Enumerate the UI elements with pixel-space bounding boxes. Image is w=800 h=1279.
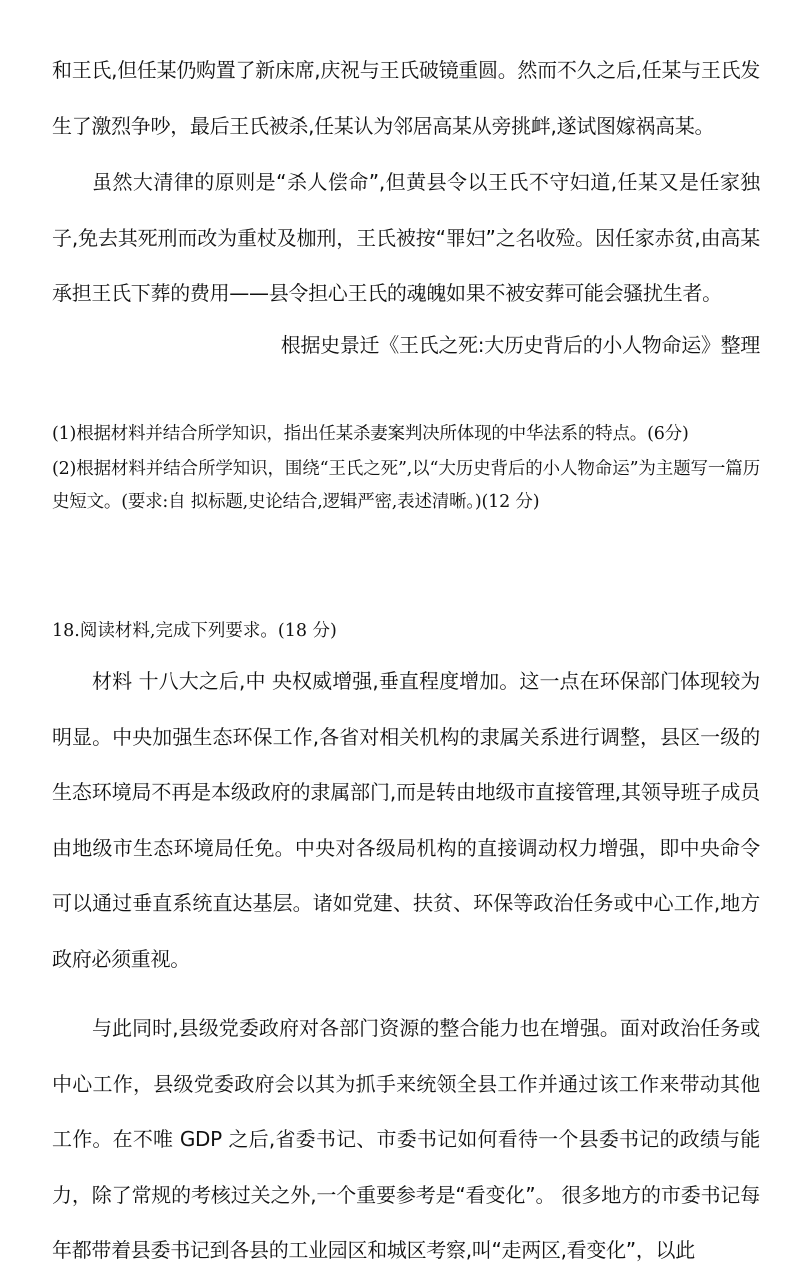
question-17-subquestions <box>52 418 760 519</box>
question-18-material-paragraph-1: 材料 十八大之后,中 央权威增强,垂直程度增加。这一点在环保部门体现较为明显。中央加强生态环保工作,各省对相关机构的隶属关系进行调整，县区一级的生态环境局不再是本级政府的隶属部门,而是转由地级市直接管理,其领导班子成员由地级市生态环境局任免。中央对各级局机构的直接调动权力增强，即中央命令可以通过垂直系统直达基层。诸如党建、扶贫、环保等政治任务或中心工作,地方政府必须重视。 <box>52 669 760 971</box>
question-18 <box>52 615 760 1279</box>
question-18-material-paragraph-2: 与此同时,县级党委政府对各部门资源的整合能力也在增强。面对政治任务或中心工作，县级党委政府会以其为抓手来统领全县工作并通过该工作来带动其他工作。在不唯 GDP 之后,省委书记、市委书记如何看待一个县委书记的政绩与能力，除了常规的考核过关之外,一个重要参考是“看变化”。 很多地方的市委书记每年都带着县委书记到各县的工业园区和城区考察,叫“走两区,看变化”，以此 <box>52 1016 760 1262</box>
source-citation: 根据史景迁《王氏之死:大历史背后的小人物命运》整理 <box>280 332 760 357</box>
question-18-header: 18.阅读材料,完成下列要求。(18 分) <box>52 621 337 641</box>
question-17-part-2: (2)根据材料并结合所学知识，围绕“王氏之死”,以“大历史背后的小人物命运”为主题写一篇历史短文。(要求:自 拟标题,史论结合,逻辑严密,表述清晰。)(12 分) <box>52 459 760 512</box>
passage-paragraph-2: 虽然大清律的原则是“杀人偿命”,但黄县令以王氏不守妇道,任某又是任家独子,免去其死刑而改为重杖及枷刑，王氏被按“罪妇”之名收殓。因任家赤贫,由高某承担王氏下葬的费用——县令担心王氏的魂魄如果不被安葬可能会骚扰生者。 <box>52 170 760 305</box>
passage-continued <box>52 43 760 373</box>
passage-paragraph-1: 和王氏,但任某仍购置了新床席,庆祝与王氏破镜重圆。然而不久之后,任某与王氏发生了激烈争吵，最后王氏被杀,任某认为邻居高某从旁挑衅,遂试图嫁祸高某。 <box>52 58 760 138</box>
question-17-part-1: (1)根据材料并结合所学知识，指出任某杀妻案判决所体现的中华法系的特点。(6分) <box>52 424 689 444</box>
